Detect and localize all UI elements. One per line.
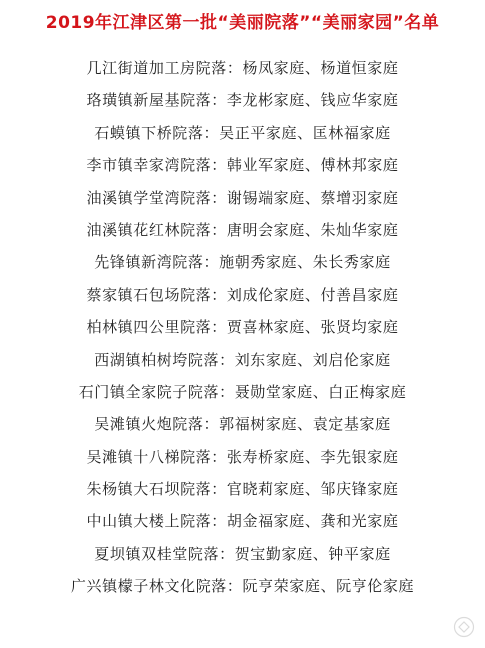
seal-icon [453,616,475,638]
list-item: 石门镇全家院子院落：聂勋堂家庭、白正梅家庭 [78,382,407,401]
list-item: 吴滩镇十八梯院落：张寿桥家庭、李先银家庭 [86,447,399,466]
list-item: 柏林镇四公里院落：贾喜林家庭、张贤均家庭 [86,318,399,337]
list-item: 中山镇大楼上院落：胡金福家庭、龚和光家庭 [86,512,399,531]
list-item: 油溪镇学堂湾院落：谢锡端家庭、蔡增羽家庭 [86,188,399,207]
list-item: 珞璜镇新屋基院落：李龙彬家庭、钱应华家庭 [86,91,399,110]
list-item: 西湖镇柏树垮院落：刘东家庭、刘启伦家庭 [94,350,391,369]
list-item: 广兴镇檬子林文化院落：阮亨荣家庭、阮亨伦家庭 [70,577,415,596]
list-item: 吴滩镇火炮院落：郭福树家庭、袁定基家庭 [94,415,391,434]
list-item: 几江街道加工房院落：杨凤家庭、杨道恒家庭 [86,59,399,77]
list-item: 石蟆镇下桥院落：吴正平家庭、匡林福家庭 [94,123,391,142]
list-item: 蔡家镇石包场院落：刘成伦家庭、付善昌家庭 [86,285,399,304]
award-list [0,52,485,603]
list-item: 先锋镇新湾院落：施朝秀家庭、朱长秀家庭 [94,253,391,272]
list-item: 朱杨镇大石坝院落：官晓莉家庭、邹庆锋家庭 [86,480,399,499]
list-item: 夏坝镇双桂堂院落：贺宝勤家庭、钟平家庭 [94,544,391,563]
list-item: 油溪镇花红林院落：唐明会家庭、朱灿华家庭 [86,220,399,239]
list-item: 李市镇幸家湾院落：韩业军家庭、傅林邦家庭 [86,156,399,175]
document-title: 2019年江津区第一批“美丽院落”“美丽家园”名单 [45,13,440,33]
